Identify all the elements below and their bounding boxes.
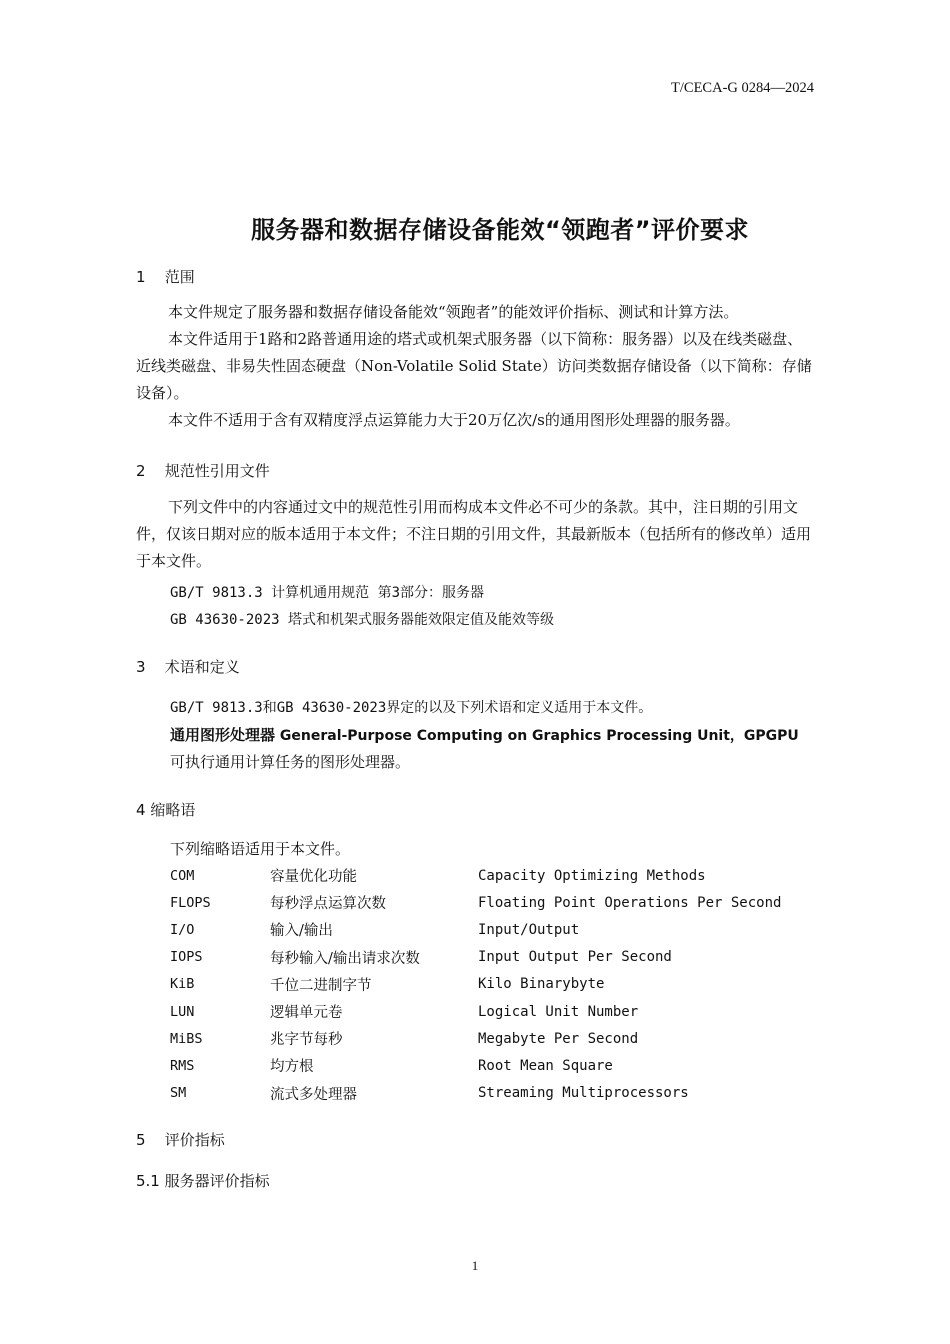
section-5-1-heading — [136, 1170, 270, 1191]
abbr-code: RMS — [170, 1057, 195, 1074]
abbr-chinese: 千位二进制字节 — [270, 977, 372, 994]
abbr-english: Input Output Per Second — [478, 949, 672, 966]
abbr-english: Capacity Optimizing Methods — [478, 867, 706, 884]
abbreviation-row — [170, 971, 781, 998]
reference-item: GB/T 9813.3 计算机通用规范 第3部分：服务器 — [170, 585, 485, 601]
abbreviation-row — [170, 1025, 781, 1052]
abbr-code: KiB — [170, 976, 195, 993]
paragraph — [136, 407, 816, 434]
section-title: 规范性引用文件 — [164, 462, 270, 480]
section-4-heading — [136, 799, 195, 820]
term-entry — [170, 724, 799, 745]
page-number: 1 — [471, 1258, 479, 1273]
abbr-chinese: 均方根 — [270, 1059, 314, 1076]
abbreviation-row — [170, 889, 781, 916]
section-5-heading — [136, 1129, 225, 1150]
section-number: 2 — [136, 462, 146, 480]
term-english: General-Purpose Computing on Graphics Processing Unit，GPGPU — [275, 728, 799, 744]
reference-item: GB 43630-2023 塔式和机架式服务器能效限定值及能效等级 — [170, 612, 555, 628]
abbr-chinese: 流式多处理器 — [270, 1086, 357, 1103]
section-2-heading — [136, 460, 270, 481]
abbr-english: Logical Unit Number — [478, 1003, 639, 1020]
section-title: 范围 — [164, 268, 195, 286]
abbr-english: Root Mean Square — [478, 1057, 613, 1074]
section-title: 缩略语 — [150, 801, 196, 819]
section-title: 术语和定义 — [164, 658, 240, 676]
paragraph-text: 本文件规定了服务器和数据存储设备能效“领跑者”的能效评价指标、测试和计算方法。 — [168, 303, 739, 321]
term-chinese: 通用图形处理器 — [170, 726, 276, 744]
abbr-chinese: 每秒浮点运算次数 — [270, 896, 386, 913]
paragraph — [136, 326, 816, 407]
abbr-code: I/O — [170, 921, 195, 938]
abbr-english: Megabyte Per Second — [478, 1030, 639, 1047]
paragraph: GB/T 9813.3和GB 43630-2023界定的以及下列术语和定义适用于本文件。 — [170, 700, 653, 716]
abbr-code: COM — [170, 867, 195, 884]
paragraph-text: 本文件适用于1路和2路普通用途的塔式或机架式服务器（以下简称：服务器）以及在线类磁盘、近线类磁盘、非易失性固态硬盘（Non-Volatile Solid State）访问类数据存储设备（以下简称：存储设备）。 — [136, 330, 812, 402]
abbr-code: SM — [170, 1085, 187, 1102]
abbreviation-row — [170, 944, 781, 971]
abbr-code: IOPS — [170, 949, 203, 966]
paragraph-text: 下列文件中的内容通过文中的规范性引用而构成本文件必不可少的条款。其中，注日期的引用文件，仅该日期对应的版本适用于本文件；不注日期的引用文件，其最新版本（包括所有的修改单）适用于本文件。 — [136, 498, 812, 570]
section-1-heading — [136, 266, 195, 287]
abbr-english: Streaming Multiprocessors — [478, 1085, 689, 1102]
abbreviation-list — [170, 862, 781, 1107]
abbr-english: Kilo Binarybyte — [478, 976, 605, 993]
standard-number: T/CECA-G 0284—2024 — [671, 80, 814, 96]
abbr-chinese: 逻辑单元卷 — [270, 1005, 343, 1022]
abbreviation-row — [170, 916, 781, 943]
section-3-heading — [136, 656, 240, 677]
abbreviation-row — [170, 998, 781, 1025]
section-number: 5.1 — [136, 1172, 160, 1190]
abbr-code: MiBS — [170, 1030, 203, 1047]
section-number: 5 — [136, 1131, 146, 1149]
paragraph: 下列缩略语适用于本文件。 — [170, 840, 351, 858]
abbreviation-row — [170, 1080, 781, 1107]
abbr-english: Input/Output — [478, 921, 580, 938]
abbr-chinese: 每秒输入/输出请求次数 — [270, 950, 420, 967]
paragraph — [136, 494, 816, 575]
abbr-chinese: 容量优化功能 — [270, 869, 357, 886]
section-number: 3 — [136, 658, 146, 676]
abbr-code: FLOPS — [170, 894, 211, 911]
document-title: 服务器和数据存储设备能效“领跑者”评价要求 — [250, 216, 750, 244]
abbreviation-row — [170, 862, 781, 889]
section-number: 1 — [136, 268, 146, 286]
abbr-chinese: 兆字节每秒 — [270, 1032, 343, 1049]
paragraph-text: 本文件不适用于含有双精度浮点运算能力大于20万亿次/s的通用图形处理器的服务器。 — [168, 411, 740, 429]
abbr-code: LUN — [170, 1003, 195, 1020]
section-title: 服务器评价指标 — [164, 1172, 270, 1190]
term-definition: 可执行通用计算任务的图形处理器。 — [170, 753, 411, 771]
abbr-chinese: 输入/输出 — [270, 923, 333, 940]
paragraph — [136, 299, 816, 326]
abbreviation-row — [170, 1052, 781, 1079]
abbr-english: Floating Point Operations Per Second — [478, 894, 782, 911]
section-title: 评价指标 — [164, 1131, 225, 1149]
section-number: 4 — [136, 801, 146, 819]
